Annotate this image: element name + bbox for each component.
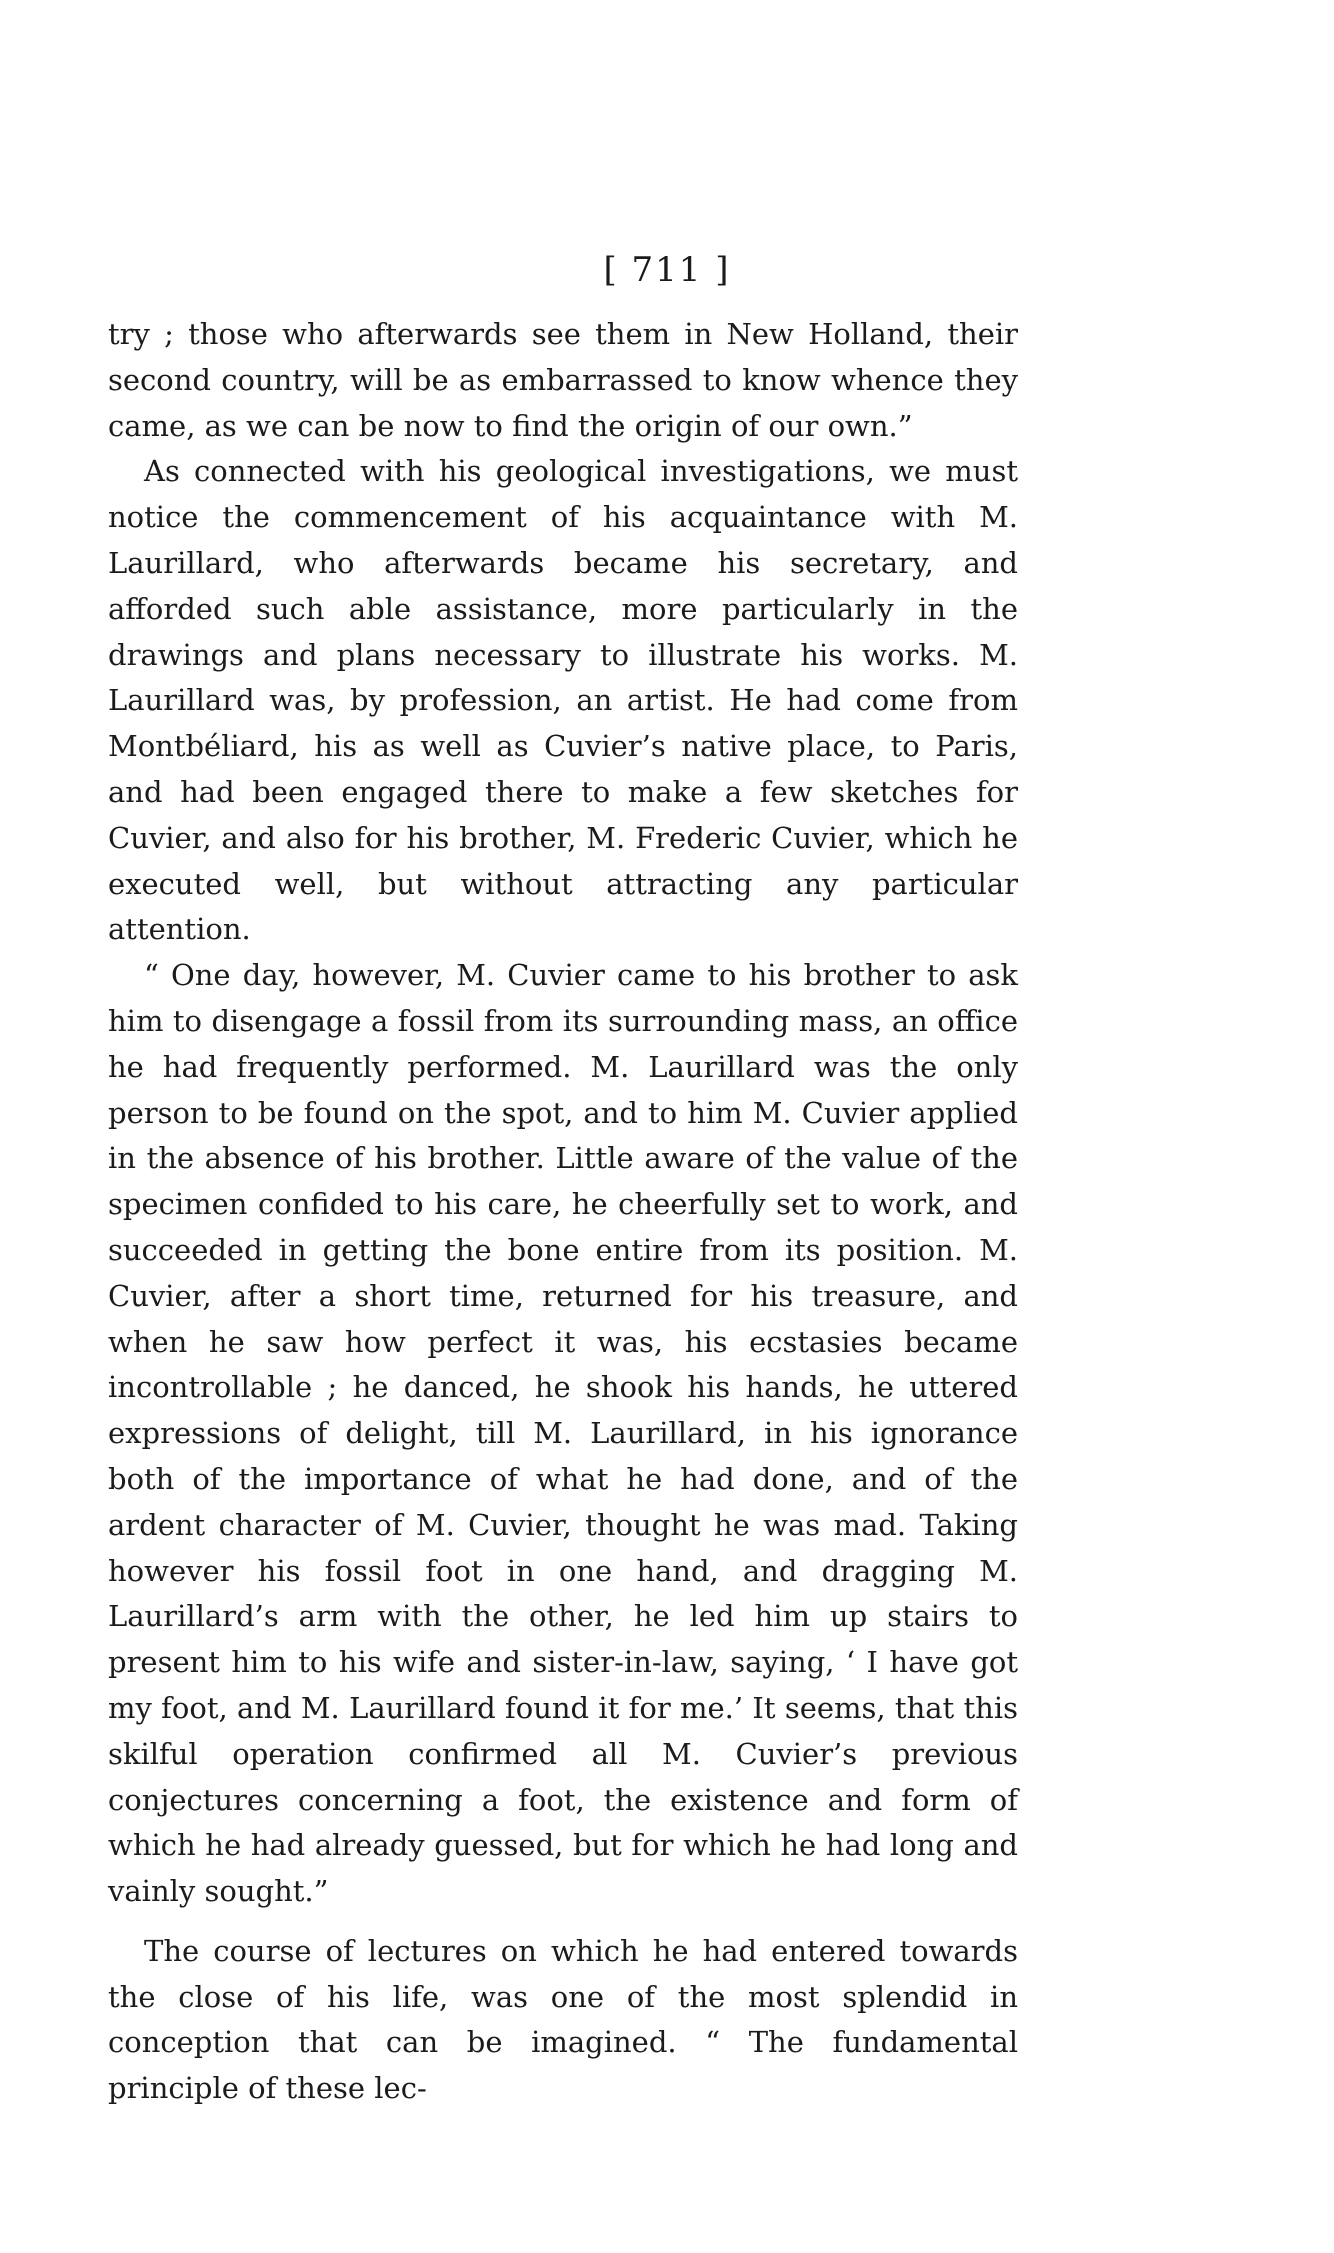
body-text: [108, 312, 1018, 2112]
paragraph-3: “ One day, however, M. Cuvier came to his brother to ask him to disengage a fossil from its surrounding mass, an office he had frequently performed. M. Laurillard was the only person to be found on the spot, and to him M. Cuvier applied in the absence of his brother. Little aware of the value of the specimen confided to his care, he cheerfully set to work, and succeeded in getting the bone entire from its position. M. Cuvier, after a short time, returned for his treasure, and when he saw how perfect it was, his ecstasies became incontrollable ; he danced, he shook his hands, he uttered expressions of delight, till M. Laurillard, in his ignorance both of the importance of what he had done, and of the ardent character of M. Cuvier, thought he was mad. Taking however his fossil foot in one hand, and dragging M. Laurillard’s arm with the other, he led him up stairs to present him to his wife and sister-in-law, saying, ‘ I have got my foot, and M. Laurillard found it for me.’ It seems, that this skilful operation confirmed all M. Cuvier’s previous conjectures concerning a foot, the existence and form of which he had already guessed, but for which he had long and vainly sought.”: [108, 958, 1018, 1909]
paragraph-2: As connected with his geological investigations, we must notice the commencement of his acquaintance with M. Laurillard, who afterwards became his secretary, and afforded such able assistance, more particularly in the drawings and plans necessary to illustrate his works. M. Laurillard was, by profession, an artist. He had come from Montbéliard, his as well as Cuvier’s native place, to Paris, and had been engaged there to make a few sketches for Cuvier, and also for his brother, M. Frederic Cuvier, which he executed well, but without attracting any particular attention.: [108, 454, 1018, 947]
paragraph-4: The course of lectures on which he had entered towards the close of his life, was one of the most splendid in conception that can be imagined. “ The fundamental principle of these lec-: [108, 1933, 1018, 2106]
paragraph-1: try ; those who afterwards see them in New Holland, their second country, will be as embarrassed to know whence they came, as we can be now to find the origin of our own.”: [108, 317, 1018, 443]
page-number: [ 711 ]: [603, 250, 731, 290]
